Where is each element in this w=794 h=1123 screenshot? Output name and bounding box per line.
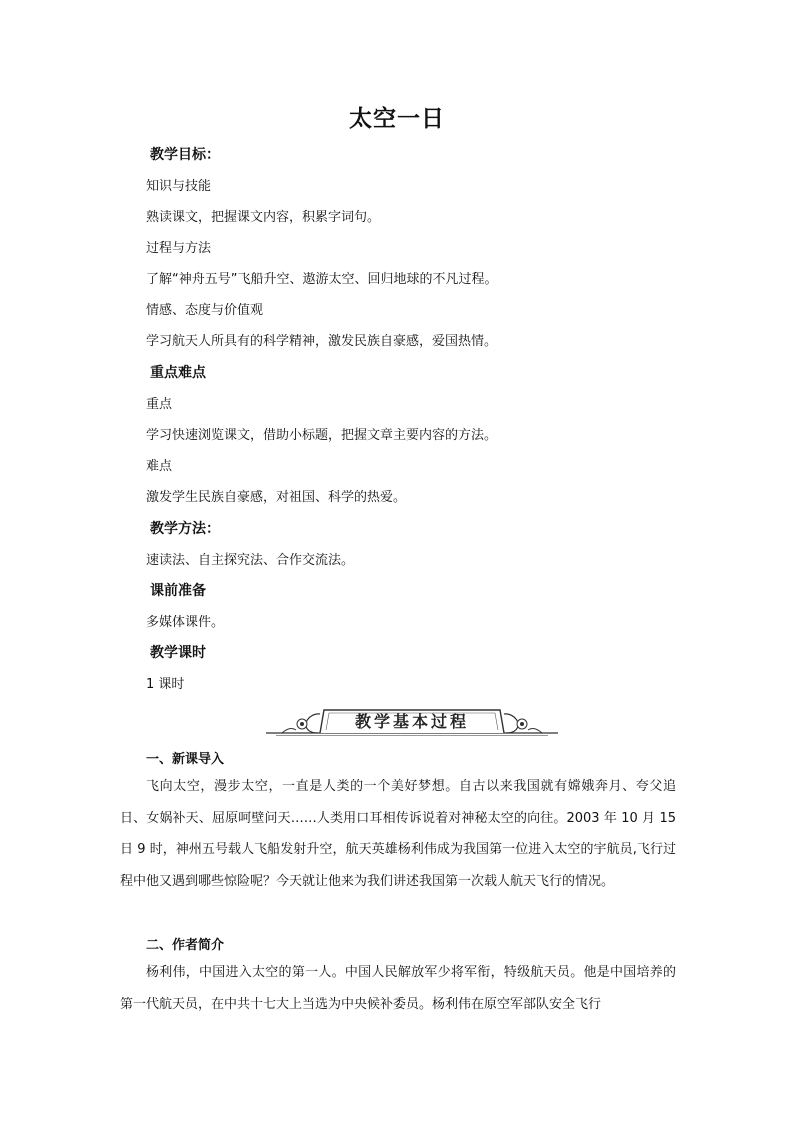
methods-text: 速读法、自主探究法、合作交流法。: [146, 553, 355, 568]
key-point-item: 学习快速浏览课文，借助小标题，把握文章主要内容的方法。: [146, 428, 498, 443]
key-point-item: 重点: [146, 397, 173, 412]
objective-item: 了解“神舟五号”飞船升空、遨游太空、回归地球的不凡过程。: [146, 272, 498, 287]
preparation-heading: 课前准备: [150, 583, 206, 599]
section1-paragraph: 飞向太空，漫步太空，一直是人类的一个美好梦想。自古以来我国就有嫦娥奔月、夸父追日、女娲补天、屈原呵壁问天……人类用口耳相传诉说着对神秘太空的向往。2003 年 10 月 15 日 9 时，神州五号载人飞船发射升空，航天英雄杨利伟成为我国第一位进入太空的宇航员,飞行过程中他又遇到哪些惊险呢？今天就让他来为我们讲述我国第一次载人航天飞行的情况。: [120, 779, 676, 889]
section-banner: [262, 700, 562, 740]
section2-paragraph: 杨利伟，中国进入太空的第一人。中国人民解放军少将军衔，特级航天员。他是中国培养的第一代航天员，在中共十七大上当选为中央候补委员。杨利伟在原空军部队安全飞行: [120, 965, 676, 1012]
key-point-item: 难点: [146, 459, 173, 474]
objective-item: 情感、态度与价值观: [146, 303, 264, 318]
objective-item: 知识与技能: [146, 179, 212, 194]
banner-label: 教学基本过程: [354, 712, 469, 731]
key-point-item: 激发学生民族自豪感，对祖国、科学的热爱。: [146, 490, 407, 505]
methods-heading: 教学方法：: [150, 521, 220, 537]
preparation-text: 多媒体课件。: [146, 615, 225, 630]
objective-item: 熟读课文，把握课文内容，积累字词句。: [146, 210, 381, 225]
section2-heading: 二、作者简介: [146, 938, 225, 953]
page-title: 太空一日: [349, 106, 445, 132]
key-points-heading: 重点难点: [150, 365, 206, 381]
section1-heading: 一、新课导入: [146, 752, 225, 767]
objective-item: 过程与方法: [146, 241, 212, 256]
objectives-heading: 教学目标：: [150, 147, 220, 163]
objective-item: 学习航天人所具有的科学精神，激发民族自豪感，爱国热情。: [146, 334, 498, 349]
periods-text: 1 课时: [146, 677, 185, 692]
periods-heading: 教学课时: [150, 645, 206, 661]
